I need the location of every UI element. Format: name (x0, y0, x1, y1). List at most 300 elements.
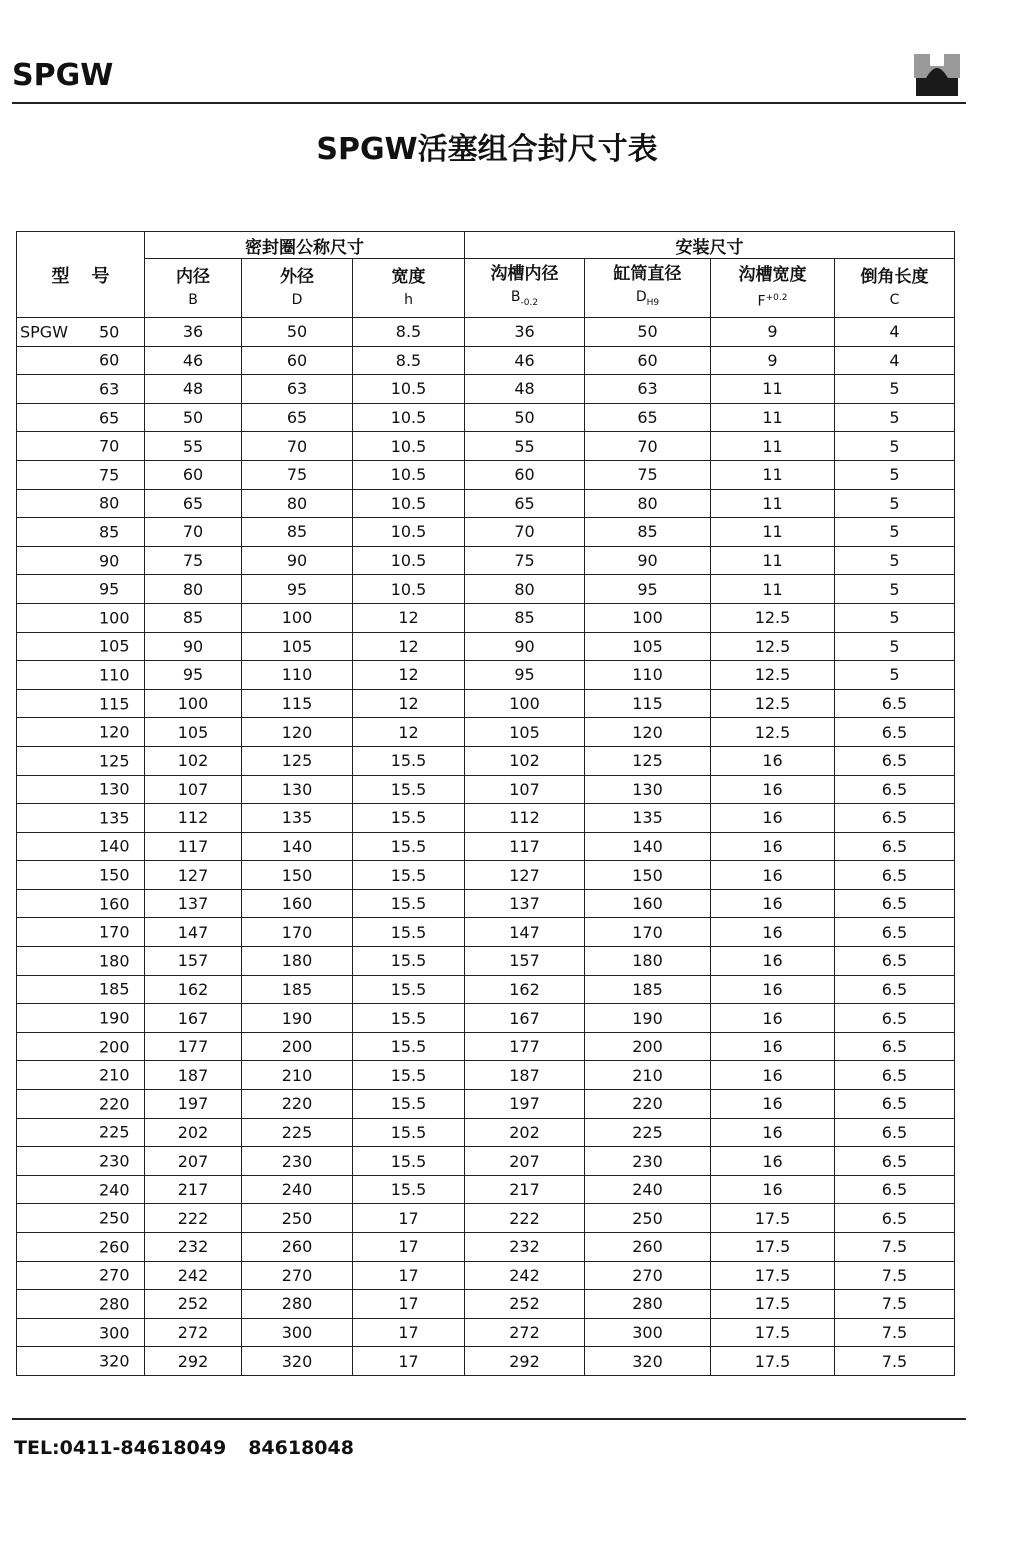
table-cell: 187 (465, 1061, 585, 1090)
table-cell: 120 (585, 718, 711, 747)
model-cell (17, 1032, 145, 1061)
table-cell: 115 (242, 689, 353, 718)
table-cell: 130 (242, 775, 353, 804)
table-cell: 125 (242, 746, 353, 775)
model-cell (17, 575, 145, 604)
table-cell: 127 (145, 861, 242, 890)
table-cell: 177 (465, 1032, 585, 1061)
table-cell: 110 (585, 661, 711, 690)
table-cell: 70 (585, 432, 711, 461)
table-cell: 63 (585, 375, 711, 404)
model-number: 225 (99, 1122, 130, 1142)
table-cell: 95 (465, 661, 585, 690)
table-cell: 90 (465, 632, 585, 661)
table-cell: 12.5 (711, 632, 835, 661)
table-cell: 167 (465, 1004, 585, 1033)
table-cell: 15.5 (353, 746, 465, 775)
model-number: 270 (99, 1265, 130, 1285)
table-cell: 170 (585, 918, 711, 947)
table-cell: 16 (711, 804, 835, 833)
table-cell: 10.5 (353, 546, 465, 575)
table-cell: 85 (242, 518, 353, 547)
table-cell: 70 (465, 518, 585, 547)
table-cell: 292 (145, 1347, 242, 1376)
model-number: 280 (99, 1294, 130, 1314)
table-cell: 8.5 (353, 346, 465, 375)
table-row (17, 1004, 955, 1033)
table-cell: 105 (465, 718, 585, 747)
column-header (711, 259, 835, 318)
table-cell: 95 (242, 575, 353, 604)
table-cell: 90 (585, 546, 711, 575)
table-cell: 125 (585, 746, 711, 775)
table-cell: 16 (711, 918, 835, 947)
table-cell: 10.5 (353, 403, 465, 432)
model-cell (17, 1175, 145, 1204)
table-cell: 280 (585, 1290, 711, 1319)
table-cell: 16 (711, 1061, 835, 1090)
table-cell: 95 (585, 575, 711, 604)
table-row (17, 603, 955, 632)
model-cell (17, 832, 145, 861)
table-cell: 15.5 (353, 832, 465, 861)
table-row (17, 460, 955, 489)
table-cell: 15.5 (353, 1175, 465, 1204)
table-cell: 48 (145, 375, 242, 404)
table-cell: 137 (465, 889, 585, 918)
table-cell: 150 (242, 861, 353, 890)
table-cell: 5 (835, 518, 955, 547)
column-header-symbol: D (291, 292, 303, 308)
table-cell: 200 (585, 1032, 711, 1061)
table-cell: 85 (465, 603, 585, 632)
column-header-symbol: C (889, 292, 900, 308)
column-header-name: 沟槽内径 (490, 264, 559, 285)
model-number: 65 (99, 408, 120, 428)
table-cell: 15.5 (353, 975, 465, 1004)
column-header (465, 259, 585, 318)
table-cell: 180 (585, 947, 711, 976)
table-cell: 12 (353, 632, 465, 661)
table-cell: 15.5 (353, 1118, 465, 1147)
model-cell (17, 1118, 145, 1147)
table-cell: 5 (835, 603, 955, 632)
table-cell: 15.5 (353, 1004, 465, 1033)
model-number: 220 (99, 1094, 130, 1114)
table-cell: 7.5 (835, 1233, 955, 1262)
table-cell: 10.5 (353, 575, 465, 604)
table-cell: 16 (711, 889, 835, 918)
column-header-symbol: B (188, 292, 198, 308)
table-cell: 217 (145, 1175, 242, 1204)
model-cell (17, 1204, 145, 1233)
table-cell: 5 (835, 661, 955, 690)
model-number: 80 (99, 493, 120, 513)
table-cell: 60 (585, 346, 711, 375)
model-number: 95 (99, 579, 120, 599)
table-cell: 17.5 (711, 1347, 835, 1376)
model-cell (17, 861, 145, 890)
model-number: 185 (99, 979, 130, 999)
model-cell (17, 1090, 145, 1119)
column-header-name: 缸筒直径 (613, 264, 682, 285)
model-number: 120 (99, 722, 130, 742)
table-cell: 15.5 (353, 889, 465, 918)
table-row (17, 775, 955, 804)
table-cell: 17.5 (711, 1318, 835, 1347)
table-cell: 4 (835, 318, 955, 347)
table-cell: 17.5 (711, 1233, 835, 1262)
table-cell: 107 (145, 775, 242, 804)
table-cell: 90 (242, 546, 353, 575)
table-cell: 50 (465, 403, 585, 432)
model-cell (17, 460, 145, 489)
table-cell: 11 (711, 432, 835, 461)
table-cell: 6.5 (835, 832, 955, 861)
table-row (17, 318, 955, 347)
footer-divider (12, 1418, 966, 1420)
table-row (17, 746, 955, 775)
table-row (17, 918, 955, 947)
table-cell: 6.5 (835, 889, 955, 918)
table-cell: 17 (353, 1204, 465, 1233)
table-cell: 15.5 (353, 1061, 465, 1090)
table-cell: 220 (242, 1090, 353, 1119)
table-cell: 6.5 (835, 689, 955, 718)
table-cell: 60 (145, 460, 242, 489)
table-cell: 9 (711, 346, 835, 375)
table-cell: 11 (711, 575, 835, 604)
table-cell: 102 (145, 746, 242, 775)
model-number: 230 (99, 1151, 130, 1171)
table-cell: 55 (145, 432, 242, 461)
table-cell: 157 (465, 947, 585, 976)
table-cell: 16 (711, 1175, 835, 1204)
table-cell: 70 (242, 432, 353, 461)
table-cell: 65 (585, 403, 711, 432)
model-cell (17, 375, 145, 404)
model-number: 75 (99, 465, 120, 485)
table-cell: 16 (711, 1032, 835, 1061)
header-divider (12, 102, 966, 104)
table-row (17, 518, 955, 547)
table-cell: 16 (711, 746, 835, 775)
table-row (17, 861, 955, 890)
table-cell: 60 (242, 346, 353, 375)
table-cell: 117 (145, 832, 242, 861)
table-cell: 105 (242, 632, 353, 661)
table-cell: 147 (465, 918, 585, 947)
table-cell: 180 (242, 947, 353, 976)
column-header (353, 259, 465, 318)
table-cell: 185 (242, 975, 353, 1004)
table-cell: 10.5 (353, 375, 465, 404)
table-cell: 300 (242, 1318, 353, 1347)
model-number: 105 (99, 636, 130, 656)
table-row (17, 1147, 955, 1176)
page-title: SPGW活塞组合封尺寸表 (316, 132, 658, 167)
table-cell: 75 (145, 546, 242, 575)
table-cell: 6.5 (835, 746, 955, 775)
table-cell: 46 (145, 346, 242, 375)
table-cell: 6.5 (835, 861, 955, 890)
column-header (242, 259, 353, 318)
model-cell (17, 489, 145, 518)
table-cell: 187 (145, 1061, 242, 1090)
table-cell: 232 (145, 1233, 242, 1262)
model-number: 125 (99, 751, 130, 771)
table-row (17, 718, 955, 747)
table-row (17, 1261, 955, 1290)
model-number: 135 (99, 808, 130, 828)
table-cell: 15.5 (353, 775, 465, 804)
column-header (835, 259, 955, 318)
model-number: 190 (99, 1008, 130, 1028)
table-cell: 115 (585, 689, 711, 718)
table-cell: 12.5 (711, 689, 835, 718)
table-row (17, 375, 955, 404)
table-cell: 9 (711, 318, 835, 347)
model-cell (17, 403, 145, 432)
table-cell: 16 (711, 775, 835, 804)
table-cell: 185 (585, 975, 711, 1004)
model-number: 150 (99, 865, 130, 885)
table-cell: 17 (353, 1347, 465, 1376)
model-number: 115 (99, 694, 130, 714)
table-cell: 120 (242, 718, 353, 747)
table-row (17, 403, 955, 432)
table-cell: 270 (585, 1261, 711, 1290)
table-cell: 17 (353, 1233, 465, 1262)
table-cell: 75 (242, 460, 353, 489)
table-cell: 46 (465, 346, 585, 375)
table-cell: 16 (711, 975, 835, 1004)
table-cell: 167 (145, 1004, 242, 1033)
model-cell (17, 1290, 145, 1319)
model-number: 100 (99, 608, 130, 628)
table-row (17, 1290, 955, 1319)
table-cell: 50 (145, 403, 242, 432)
table-cell: 232 (465, 1233, 585, 1262)
table-cell: 217 (465, 1175, 585, 1204)
model-cell (17, 689, 145, 718)
table-cell: 10.5 (353, 460, 465, 489)
column-header-name: 外径 (280, 267, 314, 287)
table-cell: 4 (835, 346, 955, 375)
brand-title: SPGW (12, 58, 114, 93)
table-row (17, 1118, 955, 1147)
seal-nominal-group-header: 密封圈公称尺寸 (145, 232, 465, 259)
table-cell: 160 (242, 889, 353, 918)
column-header-symbol: h (404, 292, 413, 308)
table-row (17, 832, 955, 861)
model-number: 240 (99, 1180, 130, 1200)
table-row (17, 489, 955, 518)
model-number: 140 (99, 836, 130, 856)
table-cell: 177 (145, 1032, 242, 1061)
model-number: 85 (99, 522, 120, 542)
model-cell (17, 746, 145, 775)
table-cell: 225 (242, 1118, 353, 1147)
table-row (17, 947, 955, 976)
table-cell: 272 (465, 1318, 585, 1347)
table-cell: 95 (145, 661, 242, 690)
table-cell: 105 (145, 718, 242, 747)
table-cell: 80 (585, 489, 711, 518)
table-cell: 6.5 (835, 1061, 955, 1090)
table-cell: 110 (242, 661, 353, 690)
table-cell: 75 (465, 546, 585, 575)
table-cell: 207 (145, 1147, 242, 1176)
table-row (17, 689, 955, 718)
table-cell: 15.5 (353, 804, 465, 833)
table-row (17, 546, 955, 575)
table-cell: 6.5 (835, 1004, 955, 1033)
model-cell (17, 518, 145, 547)
table-cell: 17.5 (711, 1290, 835, 1319)
model-number: 60 (99, 350, 120, 370)
table-row (17, 1032, 955, 1061)
table-cell: 12 (353, 661, 465, 690)
table-cell: 5 (835, 546, 955, 575)
table-cell: 260 (242, 1233, 353, 1262)
table-cell: 85 (145, 603, 242, 632)
table-cell: 90 (145, 632, 242, 661)
model-number: 210 (99, 1065, 130, 1085)
table-cell: 252 (145, 1290, 242, 1319)
model-cell (17, 718, 145, 747)
table-row (17, 1090, 955, 1119)
model-cell (17, 804, 145, 833)
table-cell: 6.5 (835, 947, 955, 976)
table-cell: 17 (353, 1318, 465, 1347)
table-cell: 48 (465, 375, 585, 404)
table-cell: 242 (465, 1261, 585, 1290)
table-cell: 102 (465, 746, 585, 775)
model-number: 300 (99, 1323, 130, 1343)
column-header (585, 259, 711, 318)
table-cell: 230 (242, 1147, 353, 1176)
table-cell: 63 (242, 375, 353, 404)
table-cell: 197 (465, 1090, 585, 1119)
table-cell: 65 (465, 489, 585, 518)
table-cell: 6.5 (835, 804, 955, 833)
table-cell: 320 (585, 1347, 711, 1376)
table-cell: 5 (835, 403, 955, 432)
table-cell: 230 (585, 1147, 711, 1176)
table-cell: 65 (242, 403, 353, 432)
model-header: 型号 (17, 232, 145, 318)
table-cell: 15.5 (353, 861, 465, 890)
table-cell: 17 (353, 1290, 465, 1319)
table-row (17, 1233, 955, 1262)
model-cell (17, 918, 145, 947)
table-cell: 75 (585, 460, 711, 489)
table-cell: 12 (353, 718, 465, 747)
table-cell: 16 (711, 861, 835, 890)
table-cell: 160 (585, 889, 711, 918)
table-cell: 270 (242, 1261, 353, 1290)
model-cell (17, 603, 145, 632)
table-cell: 100 (242, 603, 353, 632)
table-cell: 140 (585, 832, 711, 861)
dimension-table-container (16, 231, 955, 1376)
table-row (17, 889, 955, 918)
table-cell: 207 (465, 1147, 585, 1176)
table-cell: 50 (585, 318, 711, 347)
table-cell: 15.5 (353, 947, 465, 976)
table-cell: 140 (242, 832, 353, 861)
table-cell: 147 (145, 918, 242, 947)
table-row (17, 1204, 955, 1233)
table-cell: 11 (711, 375, 835, 404)
table-cell: 6.5 (835, 975, 955, 1004)
phone-number-1: 0411-84618049 (59, 1437, 227, 1459)
table-cell: 200 (242, 1032, 353, 1061)
table-cell: 105 (585, 632, 711, 661)
table-cell: 7.5 (835, 1347, 955, 1376)
table-cell: 100 (585, 603, 711, 632)
column-header-symbol: $D_{H9}$ (635, 289, 660, 308)
table-cell: 242 (145, 1261, 242, 1290)
model-cell (17, 889, 145, 918)
table-cell: 5 (835, 432, 955, 461)
column-header-name: 倒角长度 (860, 267, 929, 287)
table-row (17, 1061, 955, 1090)
table-row (17, 975, 955, 1004)
table-cell: 8.5 (353, 318, 465, 347)
table-cell: 6.5 (835, 1090, 955, 1119)
table-cell: 6.5 (835, 918, 955, 947)
table-cell: 6.5 (835, 1032, 955, 1061)
table-cell: 222 (465, 1204, 585, 1233)
table-row (17, 804, 955, 833)
table-cell: 70 (145, 518, 242, 547)
table-cell: 11 (711, 403, 835, 432)
table-row (17, 1175, 955, 1204)
table-cell: 5 (835, 460, 955, 489)
table-cell: 16 (711, 832, 835, 861)
column-header-name: 沟槽宽度 (738, 265, 807, 286)
model-cell (17, 318, 145, 347)
table-row (17, 1318, 955, 1347)
table-cell: 7.5 (835, 1290, 955, 1319)
table-cell: 127 (465, 861, 585, 890)
table-cell: 6.5 (835, 1118, 955, 1147)
tel-label: TEL: (14, 1437, 60, 1459)
table-cell: 80 (242, 489, 353, 518)
table-row (17, 346, 955, 375)
table-cell: 5 (835, 375, 955, 404)
table-cell: 250 (585, 1204, 711, 1233)
model-number: 130 (99, 779, 130, 799)
table-cell: 240 (242, 1175, 353, 1204)
table-cell: 137 (145, 889, 242, 918)
table-cell: 11 (711, 489, 835, 518)
table-cell: 130 (585, 775, 711, 804)
column-header-symbol: $F^{+0.2}$ (757, 293, 788, 310)
table-cell: 65 (145, 489, 242, 518)
contact-phone (14, 1437, 354, 1459)
model-cell (17, 1061, 145, 1090)
table-cell: 11 (711, 518, 835, 547)
table-cell: 10.5 (353, 489, 465, 518)
model-cell (17, 1347, 145, 1376)
model-number: 200 (99, 1037, 130, 1057)
table-cell: 240 (585, 1175, 711, 1204)
table-cell: 107 (465, 775, 585, 804)
table-cell: 10.5 (353, 432, 465, 461)
